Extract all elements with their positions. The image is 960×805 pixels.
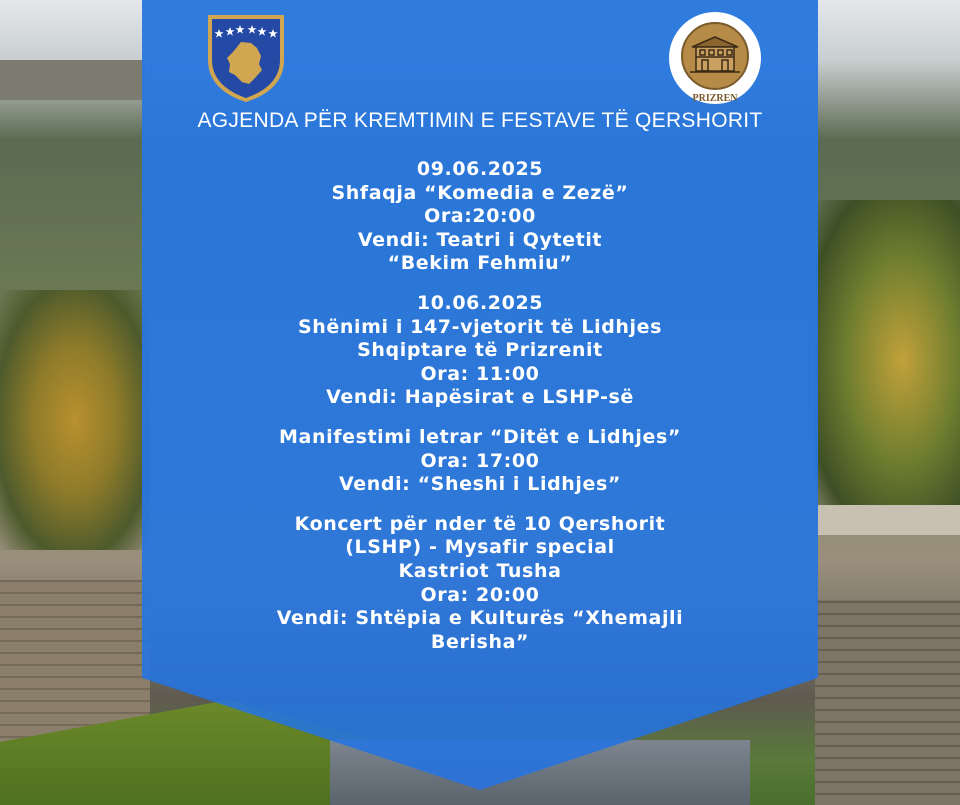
event-venue: Vendi: “Sheshi i Lidhjes” [338, 473, 622, 496]
event-time: Ora: 20:00 [420, 583, 540, 606]
right-trees [815, 200, 960, 520]
event-venue-cont: Berisha” [430, 630, 530, 653]
event-item [142, 513, 818, 655]
right-stone-wall [815, 600, 960, 805]
prizren-municipality-logo-icon [668, 11, 762, 105]
event-item [142, 158, 818, 276]
event-guest: Kastriot Tusha [398, 559, 562, 582]
event-date: 09.06.2025 [416, 158, 544, 180]
event-item [142, 292, 818, 410]
event-date: 10.06.2025 [416, 291, 544, 314]
event-title: Manifestimi letrar “Ditët e Lidhjes” [279, 425, 681, 448]
event-time: Ora: 11:00 [420, 362, 540, 385]
event-title-cont: Shqiptare të Prizrenit [357, 339, 603, 362]
event-time: Ora:20:00 [424, 205, 536, 228]
event-venue: Vendi: Shtëpia e Kulturës “Xhemajli [276, 607, 684, 630]
event-title: Shfaqja “Komedia e Zezë” [331, 181, 629, 204]
event-venue: Vendi: Teatri i Qytetit [357, 228, 603, 251]
cafe-awning [818, 505, 960, 535]
event-title: Koncert për nder të 10 Qershorit [294, 512, 666, 535]
kosovo-coat-of-arms-icon [205, 12, 287, 104]
page-title: AGJENDA PËR KREMTIMIN E FESTAVE TË QERSHORIT [197, 109, 763, 132]
event-list [142, 158, 818, 654]
event-item [142, 426, 818, 497]
event-venue: Vendi: Hapësirat e LSHP-së [326, 386, 634, 409]
castle-silhouette [0, 60, 145, 100]
event-venue-cont: “Bekim Fehmiu” [387, 252, 573, 275]
event-title-cont: (LSHP) - Mysafir special [345, 536, 615, 559]
event-title: Shënimi i 147-vjetorit të Lidhjes [297, 315, 663, 338]
event-time: Ora: 17:00 [420, 449, 540, 472]
prizren-logo-text: PRIZREN [692, 93, 738, 104]
left-trees [0, 290, 150, 550]
